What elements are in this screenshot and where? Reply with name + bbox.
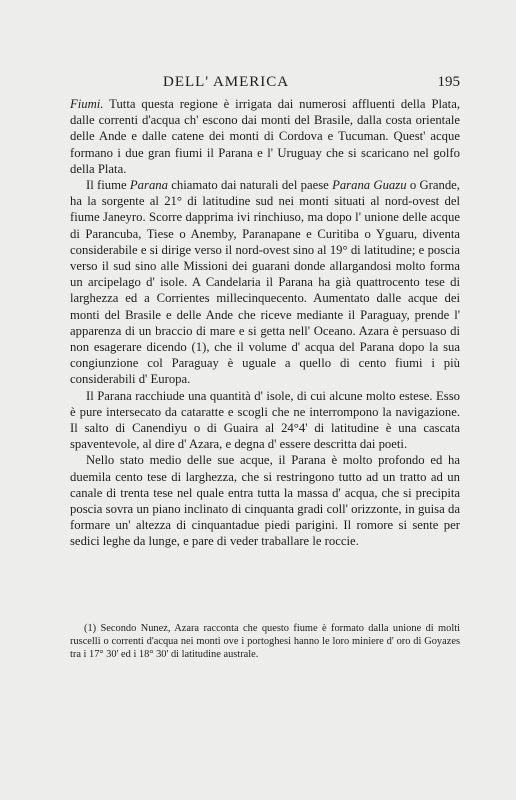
italic-term: Parana [129,178,168,193]
page-header [70,74,460,94]
page-number: 195 [437,74,460,90]
footnote-section [70,622,460,662]
paragraph-lead: Fiumi. [70,97,104,111]
paragraph-waterfall: Nello stato medio delle sue acque, il Parana è molto profondo ed ha duemila cento tese di larghezza, che si restringono tutto ad un tratto ad un canale di trenta tese nel quale entra tutta la massa d' acqua, che si precipita poscia sovra un piano inclinato di cinquanta gradi coll' orizzonte, in guisa da formare un' altezza di cinquantadue piedi parigini. Il romore si sente per sedici leghe da lunge, e pare di veder traballare le roccie. [70,453,460,549]
paragraph-islands: Il Parana racchiude una quantità d' isole, di cui alcune molto estese. Esso è pure intersecato da cataratte e scogli che ne interrompono la navigazione. Il salto di Canendiyu o di Guaira al 24°4' di latitudine è una cascata spaventevole, al dire d' Azara, e degna d' essere descritta dai poeti. [70,388,460,452]
paragraph-text: Tutta questa regione è irrigata dai numerosi affluenti della Plata, dalle correnti d'acqua ch' escono dai monti del Brasile, dalla costa orientale delle Ande e dalle catene dei monti di Cordova e Tucuman. Quest' acque formano i due gran fiumi il Parana e l' Uruguay che si scaricano nel golfo della Plata. [70,97,460,176]
main-text [70,96,460,550]
footnote: (1) Secondo Nunez, Azara racconta che questo fiume è formato dalla unione di molti ruscelli o correnti d'acqua nei monti ove i portoghesi hanno le loro miniere d' oro di Goyazes tra i 17° 30' ed i 18° 30' di latitudine australe. [70,623,460,661]
running-title: DELL' AMERICA [163,74,290,90]
paragraph-text: chiamato dai naturali del paese [167,178,333,193]
paragraph-fiumi [70,96,460,177]
paragraph-parana [70,177,460,388]
italic-term: Parana Guazu [332,178,407,193]
paragraph-text: Il fiume [86,178,130,193]
paragraph-text: o Grande, ha la sorgente al 21° di latitudine sud nei monti situati al nord-ovest del fiume Janeyro. Scorre dapprima ivi rinchiuso, ma dopo l' unione delle acque di Parancuba, Tiese o Anemby, Paranapane e Curitiba o Yguaru, diventa considerabile e si dirige verso il nord-ovest sino al 19° di latitudine; e poscia verso il sud sino alle Missioni dei guarani donde allargandosi molto forma un arcipelago d' isole. A Candelaria il Parana ha già quattrocento tese di larghezza ed a Corrientes millecinquecento. Aumentato dalle acque dei monti del Brasile e delle Ande che riceve mediante il Paraguay, prende l' apparenza di un braccio di mare e si getta nell' Oceano. Azara è persuaso di non esagerare dicendo (1), che il volume d' acqua del Parana dopo la sua congiunzione col Paraguay è uguale a quello di cento fiumi i più considerabili d' Europa. [70,178,460,387]
